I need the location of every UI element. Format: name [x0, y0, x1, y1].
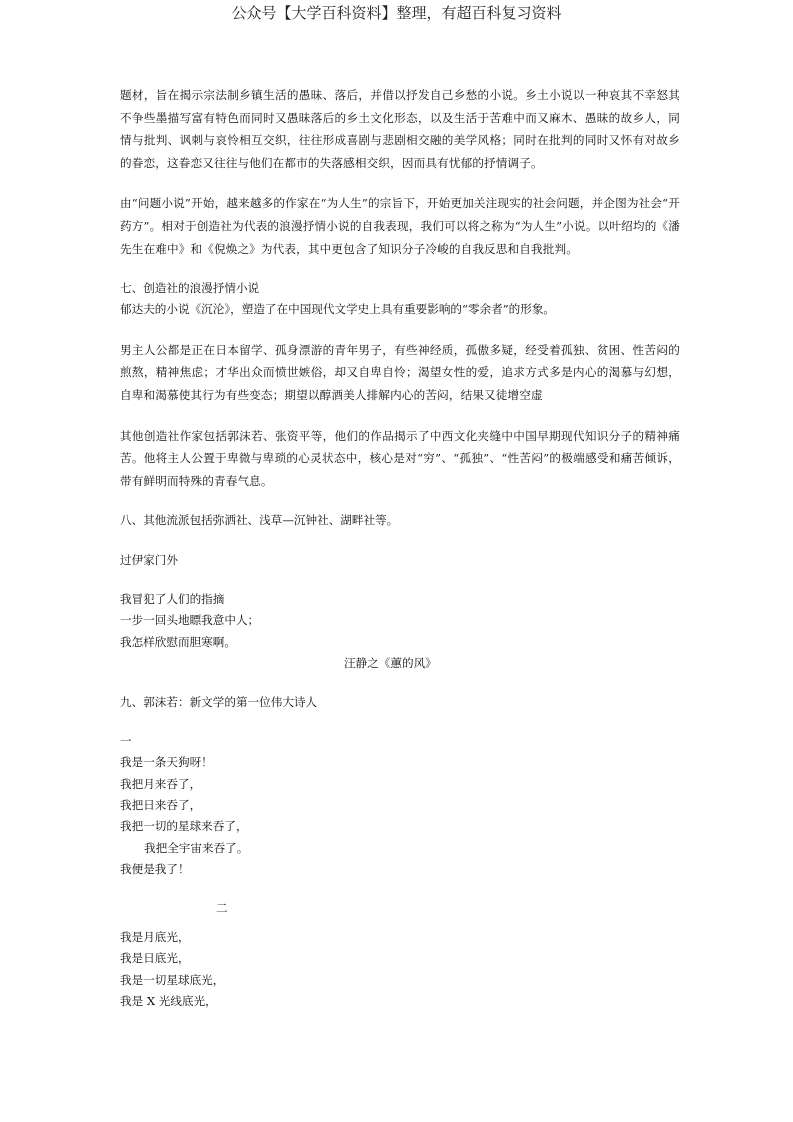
section-heading-7: 七、创造社的浪漫抒情小说	[120, 281, 260, 296]
paragraph-problem-novel: 由“问题小说”开始，越来越多的作家在“为人生”的宗旨下，开始更加关注现实的社会问题，并企图为社会“开药方”。相对于创造社为代表的浪漫抒情小说的自我表现，我们可以将之称为“为人生”小说。以叶绍均的《潘先生在难中》和《倪焕之》为代表，其中更包含了知识分子冷峻的自我反思和自我批判。	[120, 196, 680, 256]
poem-line: 我是一条天狗呀！	[120, 755, 213, 770]
poem-line: 我把全宇宙来吞了。	[144, 840, 249, 855]
poem-line: 我是 X 光线底光，	[120, 994, 217, 1009]
poem-line: 我把日来吞了，	[120, 797, 202, 812]
paragraph-protagonist: 男主人公都是正在日本留学、孤身漂游的青年男子，有些神经质，孤傲多疑，经受着孤独、贫困、性苦闷的煎熬，精神焦虑；才华出众而愤世嫉俗，却又自卑自怜；渴望女性的爱，追求方式多是内心的渴慕与幻想，自卑和渴慕使其行为有些变态；期望以醇酒美人排解内心的苦闷，结果又徒增空虚	[120, 342, 680, 402]
poem-line: 我便是我了！	[120, 861, 190, 876]
poem-line: 我是月底光，	[120, 930, 190, 945]
poem-line: 我是日底光，	[120, 951, 190, 966]
paragraph-chenlun: 郁达夫的小说《沉沦》，塑造了在中国现代文学史上具有重要影响的“零余者”的形象。	[120, 302, 556, 317]
section-heading-8: 八、其他流派包括弥洒社、浅草—沉钟社、湖畔社等。	[120, 513, 399, 528]
poem-line: 我把一切的星球来吞了，	[120, 819, 248, 834]
poem-part-mark-2: 二	[216, 901, 228, 916]
page-header: 公众号【大学百科资料】整理，有超百科复习资料	[231, 4, 562, 22]
poem-line: 我冒犯了人们的指摘	[120, 591, 225, 606]
poem-part-mark-1: 一	[120, 734, 132, 749]
document-body	[120, 84, 680, 1012]
poem-title: 过伊家门外	[120, 552, 178, 567]
section-heading-9: 九、郭沫若：新文学的第一位伟大诗人	[120, 694, 318, 709]
poem-line: 我是一切星球底光，	[120, 972, 225, 987]
paragraph-rural-novel: 题材，旨在揭示宗法制乡镇生活的愚昧、落后，并借以抒发自己乡愁的小说。乡土小说以一种哀其不幸怒其不争些墨描写富有特色而同时又愚昧落后的乡土文化形态，以及生活于苦难中而又麻木、愚昧的故乡人，同情与批判、讽刺与哀怜相互交织，往往形成喜剧与悲剧相交融的美学风格；同时在批判的同时又怀有对故乡的眷恋，这眷恋又往往与他们在都市的失落感相交织，因而具有忧郁的抒情调子。	[120, 88, 680, 170]
poem-line: 一步一回头地瞟我意中人；	[120, 613, 260, 628]
poem-line: 我怎样欣慰而胆寒啊。	[120, 634, 236, 649]
paragraph-other-writers: 其他创造社作家包括郭沫若、张资平等，他们的作品揭示了中西文化夹缝中中国早期现代知识分子的精神痛苦。他将主人公置于卑微与卑琐的心灵状态中，核心是对“穷”、“孤独”、“性苦闷”的极端感受和痛苦倾诉，带有鲜明而特殊的青春气息。	[120, 428, 680, 488]
poem-attribution: 汪静之《蕙的风》	[344, 655, 437, 670]
poem-line: 我把月来吞了，	[120, 776, 202, 791]
